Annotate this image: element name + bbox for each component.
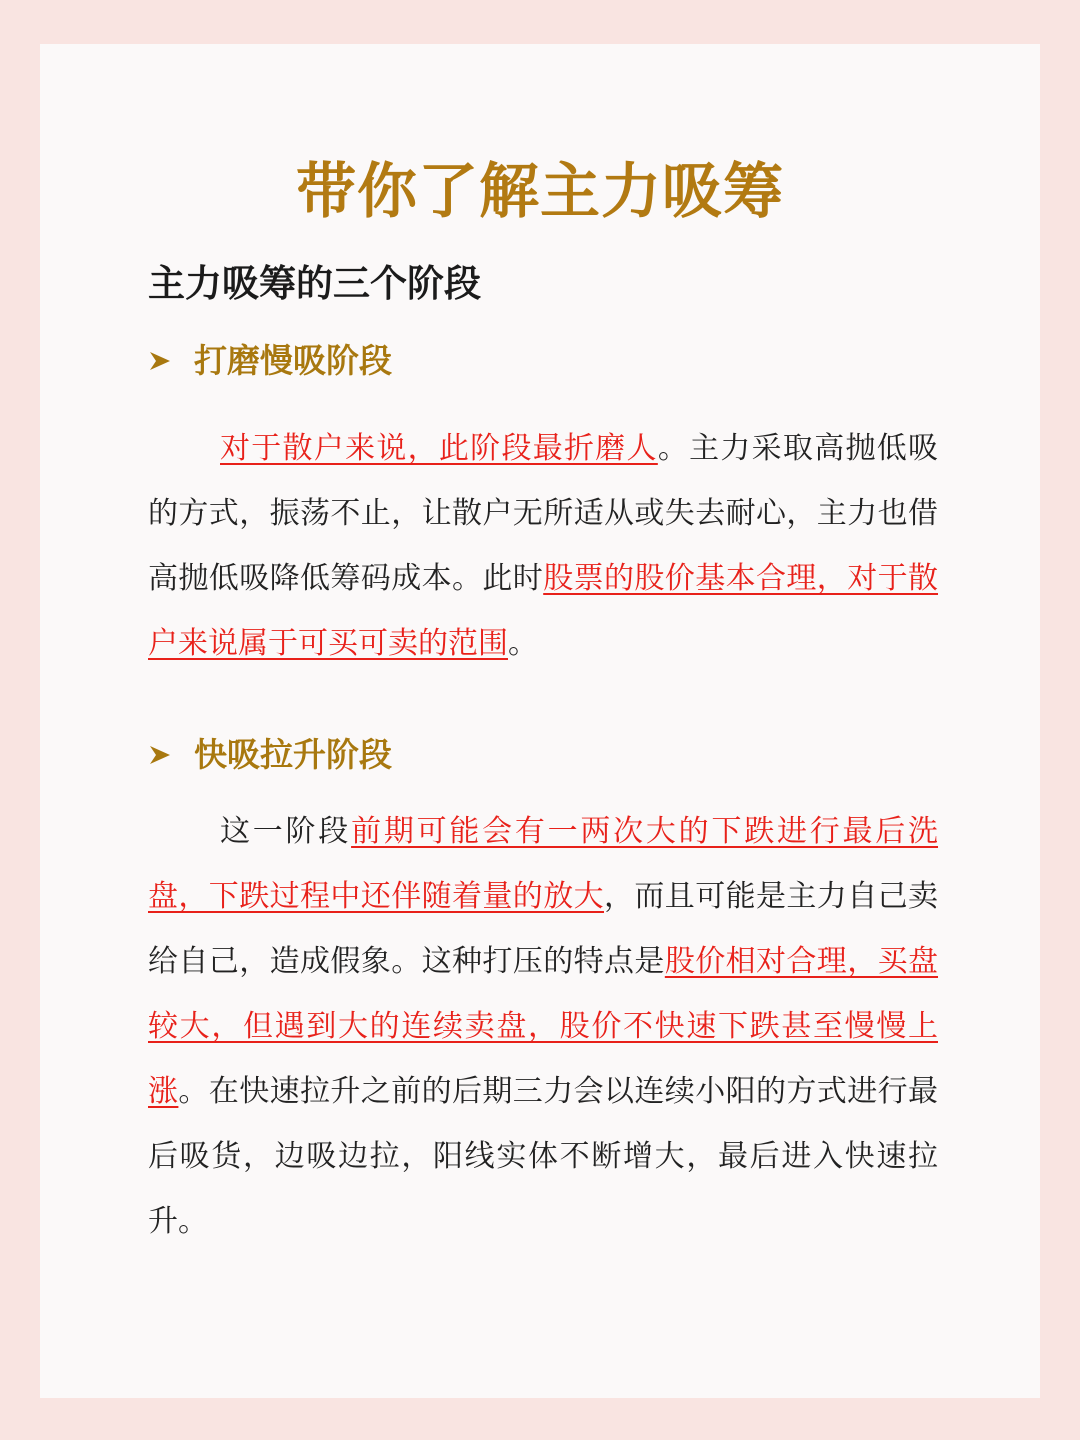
highlight-text: 股票的股价基本合理，对于散户来说属于可买可卖的范围 — [148, 561, 939, 661]
page-subtitle: 主力吸筹的三个阶段 — [148, 262, 481, 305]
body-text: 。 — [508, 626, 538, 661]
section-1-paragraph — [148, 416, 938, 676]
section-heading-2-label: 快吸拉升阶段 — [194, 735, 392, 774]
body-text: ，而且可能是主力自己卖给自己，造成假象。这种打压的特点是 — [148, 879, 938, 979]
highlight-text: 股价相对合理，买盘较大，但遇到大的连续卖盘，股价不快速下跌甚至慢慢上涨 — [148, 944, 939, 1109]
section-heading-2 — [148, 730, 392, 780]
arrowhead-bullet-icon — [148, 349, 172, 373]
body-text: 。在快速拉升之前的后期三力会以连续小阳的方式进行最后吸货，边吸边拉，阳线实体不断增大，最后进入快速拉升。 — [148, 1074, 939, 1239]
arrowhead-bullet-icon — [148, 743, 172, 767]
body-text: 。主力采取高抛低吸的方式，振荡不止，让散户无所适从或失去耐心，主力也借高抛低吸降低筹码成本。此时 — [148, 431, 939, 596]
page-title: 带你了解主力吸筹 — [296, 157, 784, 227]
content-card — [40, 44, 1040, 1398]
highlight-text: 对于散户来说，此阶段最折磨人 — [220, 431, 658, 466]
section-heading-1-label: 打磨慢吸阶段 — [194, 341, 392, 380]
section-heading-1 — [148, 336, 392, 386]
body-text: 这一阶段 — [220, 814, 352, 849]
section-2-paragraph — [148, 799, 938, 1254]
highlight-text: 前期可能会有一两次大的下跌进行最后洗盘，下跌过程中还伴随着量的放大 — [148, 814, 939, 914]
